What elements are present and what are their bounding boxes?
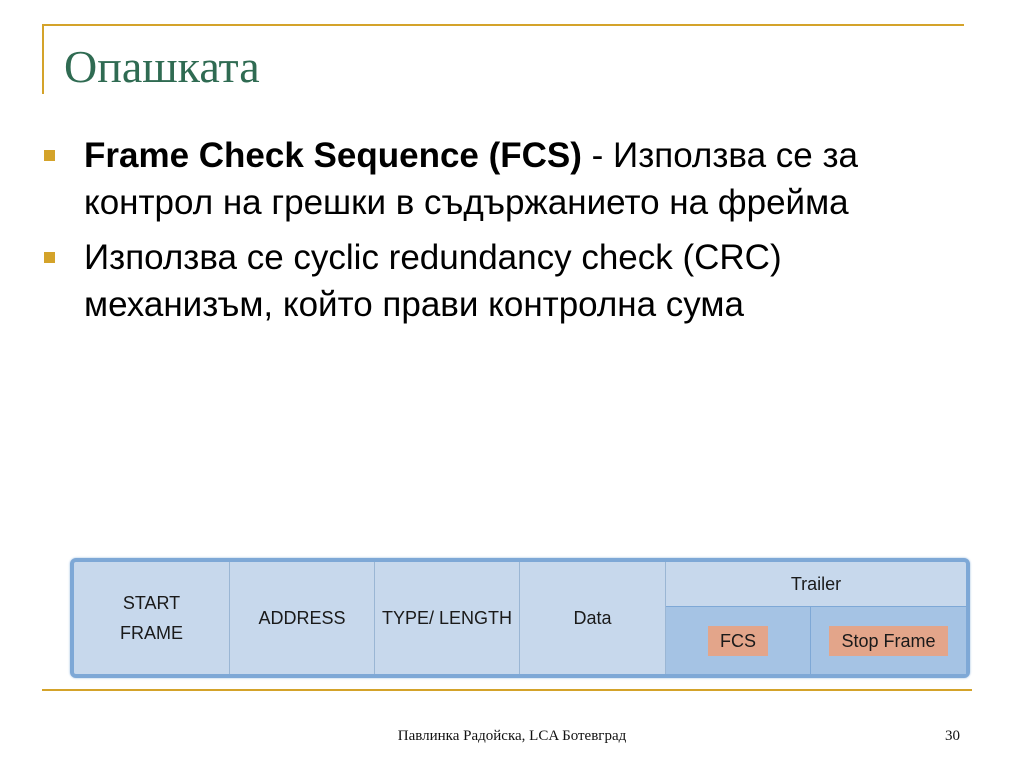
- type-length-cell: [375, 562, 520, 674]
- data-cell: [520, 562, 666, 674]
- type-length-label: TYPE/ LENGTH: [381, 608, 513, 628]
- bullet-square-icon: [44, 252, 55, 263]
- stop-frame-cell: [811, 607, 966, 674]
- bullet-item: [44, 132, 974, 226]
- frame-structure-diagram: [70, 558, 970, 678]
- address-cell: [230, 562, 375, 674]
- start-frame-cell: [74, 562, 230, 674]
- top-rule: [42, 24, 964, 26]
- page-number: 30: [945, 728, 960, 744]
- trailer-label: Trailer: [666, 562, 966, 607]
- bullet-list: [44, 132, 974, 336]
- bullet-text: Използва се cyclic redundancy check (CRC) механизъм, който прави контролна сума: [84, 238, 782, 324]
- data-label: Data: [573, 608, 612, 628]
- start-label: START: [122, 593, 181, 613]
- bottom-rule: [42, 689, 972, 691]
- left-rule: [42, 24, 44, 94]
- fcs-cell: [666, 607, 811, 674]
- bullet-bold-term: Frame Check Sequence (FCS): [84, 136, 582, 175]
- footer-author: Павлинка Радойска, LCA Ботевград: [397, 728, 627, 744]
- bullet-square-icon: [44, 150, 55, 161]
- stop-frame-label: Stop Frame: [829, 626, 947, 656]
- bullet-text: - Използва се за контрол на грешки в съдържанието на фрейма: [84, 136, 858, 222]
- address-label: ADDRESS: [258, 608, 346, 628]
- trailer-section: [666, 562, 966, 674]
- bullet-item: [44, 234, 974, 328]
- slide-title: Опашката: [64, 41, 260, 92]
- fcs-label: FCS: [708, 626, 768, 656]
- frame-label: FRAME: [120, 623, 183, 643]
